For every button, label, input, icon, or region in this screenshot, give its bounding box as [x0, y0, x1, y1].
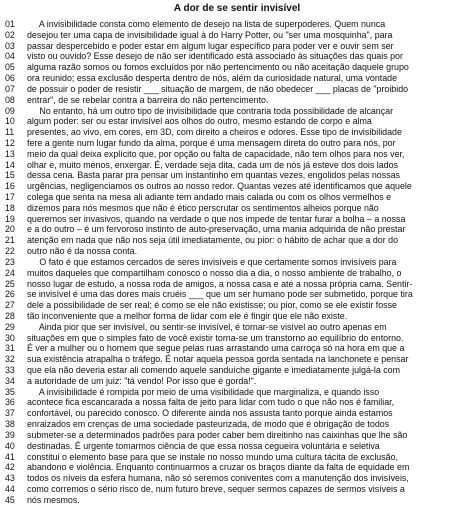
text-line	[0, 73, 474, 84]
line-number: 04	[5, 51, 15, 62]
text-line	[0, 387, 474, 398]
text-line	[0, 41, 474, 52]
text-line	[0, 170, 474, 181]
line-number: 20	[5, 224, 15, 235]
text-line	[0, 246, 474, 257]
text-line	[0, 224, 474, 235]
line-number: 19	[5, 213, 15, 224]
text-line	[0, 343, 474, 354]
line-text: constitui o elemento base para que se instale no nosso mundo uma cultura tácita de exclusão,	[27, 451, 399, 462]
line-number: 17	[5, 192, 15, 202]
text-line	[0, 397, 474, 408]
text-line	[0, 257, 474, 268]
text-line	[0, 279, 474, 290]
line-number: 06	[5, 73, 15, 84]
text-line	[0, 62, 474, 73]
text-line	[0, 419, 474, 430]
text-line	[0, 127, 474, 138]
line-text: acontece fica escancarada a nossa falta de jeito para lidar com tudo o que não nos é familiar,	[27, 397, 395, 408]
line-number: 34	[5, 375, 15, 386]
line-text: que ela não deveria estar ali comendo aquele sanduíche gigante e imediatamente julgá-la com	[27, 365, 400, 375]
line-number: 03	[5, 40, 15, 51]
text-line	[0, 484, 474, 495]
line-number: 09	[5, 105, 15, 116]
text-line	[0, 181, 474, 192]
line-text: nós mesmos.	[27, 494, 80, 505]
text-line	[0, 106, 474, 117]
line-number: 38	[5, 419, 15, 430]
line-number: 10	[5, 116, 15, 127]
line-number: 23	[5, 256, 15, 267]
text-line	[0, 138, 474, 149]
line-number: 30	[5, 332, 15, 343]
line-text: e a do outro – é um fervoroso instinto de auto-preservação, uma mania adquirida de não prestar	[27, 224, 406, 235]
line-text: entrar", de se rebelar contra a barreira do não pertencimento.	[27, 94, 269, 105]
text-line	[0, 192, 474, 203]
line-number: 28	[5, 310, 15, 321]
line-text: alguma razão somos ou fomos excluídos por não pertencimento ou não aceitação daquele grupo	[27, 62, 409, 73]
line-text: como corremos o sério risco de, num futuro breve, sequer sermos capazes de sermos visíveis a	[27, 483, 405, 494]
line-text: desejou ter uma capa de invisibilidade igual à do Harry Potter, ou "ser uma mosquinha", para	[27, 29, 393, 40]
line-number: 35	[5, 386, 15, 397]
line-number: 40	[5, 440, 15, 451]
line-number: 45	[5, 494, 15, 505]
line-number: 22	[5, 246, 15, 257]
line-number: 29	[5, 321, 15, 332]
line-number: 27	[5, 300, 15, 311]
text-line	[0, 462, 474, 473]
line-text: dele a possibilidade de ser real; é como se ele não existisse; ou pior, como se ele existir fosse	[27, 300, 397, 311]
text-line	[0, 95, 474, 106]
line-text: A invisibilidade consta como elemento de desejo na lista de superpoderes. Quem nunca	[27, 19, 386, 29]
line-text: urgências, negligenciamos os outros ao nosso redor. Quantas vezes até identificamos que aquele	[27, 181, 412, 192]
line-number: 01	[5, 19, 15, 29]
line-number: 36	[5, 397, 15, 408]
text-line	[0, 495, 474, 506]
line-number: 42	[5, 462, 15, 473]
text-line	[0, 408, 474, 419]
line-text: No entanto, há um outro tipo de invisibilidade que contraria toda possibilidade de alcançar	[27, 105, 394, 116]
line-text: dizemos para nós mesmos que não é ético perscrutar os sentimentos alheios porque não	[27, 202, 379, 213]
line-text: algum poder: ser ou estar invisível aos olhos do outro, mesmo estando de corpo e alma	[27, 116, 372, 127]
line-text: É ver a mulher ou o homem que segue pelas ruas arrastando uma carroça só na hora em que a	[27, 343, 405, 354]
line-number: 18	[5, 202, 15, 213]
text-line	[0, 322, 474, 333]
line-number: 05	[5, 62, 15, 73]
line-number: 26	[5, 289, 15, 300]
line-number: 15	[5, 170, 15, 181]
line-text: A invisibilidade é rompida por meio de uma visibilidade que marginaliza, e quando isso	[27, 386, 380, 397]
text-line	[0, 289, 474, 300]
text-line	[0, 430, 474, 441]
text-line	[0, 235, 474, 246]
text-line	[0, 51, 474, 62]
line-text: tão inconveniente que a melhor forma de lidar com ele é fingir que ele não existe.	[27, 310, 348, 321]
text-line	[0, 333, 474, 344]
text-line	[0, 160, 474, 171]
line-text: sua existência atrapalha o tráfego. É notar aquela pessoa gorda sentada na lanchonete e pensar	[27, 354, 409, 365]
text-line	[0, 84, 474, 95]
line-number: 39	[5, 429, 15, 440]
text-line	[0, 441, 474, 452]
text-line	[0, 30, 474, 41]
line-number: 41	[5, 451, 15, 462]
line-number: 02	[5, 29, 15, 40]
line-number: 44	[5, 483, 15, 494]
line-number: 11	[5, 127, 15, 138]
line-text: situações em que o simples fato de você existir torna-se um transtorno ao equilíbrio do entorno.	[27, 332, 404, 343]
line-number: 14	[5, 159, 15, 170]
line-text: Ainda pior que ser invisível, ou sentir-se invisível, é tornar-se visível ao outro apenas em	[27, 321, 387, 332]
line-number: 24	[5, 267, 15, 278]
text-line	[0, 203, 474, 214]
line-text: atenção em nada que não nos seja útil imediatamente, ou pior: o hábito de achar que a dor do	[27, 235, 399, 246]
line-text: visto ou ouvido? Esse desejo de não ser identificado está associado às situações das quais por	[27, 51, 403, 62]
line-number: 43	[5, 473, 15, 484]
document-title: A dor de se sentir invisível	[173, 3, 301, 14]
line-number: 21	[5, 235, 15, 246]
line-text: ora reunido; essa exclusão desperta dentro de nós, além da curiosidade natural, uma vontade	[27, 73, 398, 84]
line-text: meio da qual deixa explícito que, por opção ou falta de capacidade, não tem olhos para nos ver,	[27, 148, 405, 159]
line-number: 13	[5, 148, 15, 159]
line-text: de possuir o poder de resistir ___ situação de margem, de não obedecer ___ placas de "proibido	[27, 83, 409, 94]
text-line	[0, 376, 474, 387]
text-line	[0, 116, 474, 127]
line-text: olhar e, muito menos, enxergar. É, verdade seja dita, cada um de nós já esteve dos dois lados	[27, 159, 398, 170]
line-number: 08	[5, 94, 15, 105]
text-line	[0, 311, 474, 322]
line-text: se invisível é uma das dores mais cruéis ___ que um ser humano pode ser submetido, porque tira	[27, 289, 413, 300]
line-text: destinadas. É urgente tomarmos ciência de que essa nossa cegueira voluntária e seletiva	[27, 440, 380, 451]
line-number: 37	[5, 408, 15, 419]
line-text: a autoridade de um juiz: "tá vendo! Por isso que é gorda!".	[27, 375, 257, 386]
text-line	[0, 300, 474, 311]
text-line	[0, 354, 474, 365]
text-line	[0, 268, 474, 279]
line-text: dessa cena. Basta parar pra pensar um instantinho em quantas vezes, engolidos pelas nossas	[27, 170, 400, 181]
line-text: passar despercebido e poder estar em algum lugar específico para poder ver e ouvir sem ser	[27, 40, 394, 51]
line-text: submeter-se a determinados padrões para poder caber bem direitinho nas caixinhas que lhe são	[27, 429, 408, 440]
line-number: 16	[5, 181, 15, 192]
line-text: presentes, ao vivo, em cores, em 3D, com direito a cheiros e odores. Esse tipo de invisibilidade	[27, 127, 402, 138]
line-text: fere a gente num lugar fundo da alma, porque é uma mensagem direta do outro para nós, por	[27, 137, 396, 148]
line-text: enraizados em crenças de uma sociedade pasteurizada, de modo que é obrigação de todos	[27, 419, 390, 430]
line-text: O fato é que estamos cercados de seres invisíveis e que certamente somos invisíveis para	[27, 256, 397, 267]
line-text: colega que senta na mesa ali adiante tem andado mais calada ou com os olhos vermelhos e	[27, 192, 392, 202]
line-text: nosso lugar de estudo, a nossa roda de amigos, a nossa casa e até a nossa própria cama. Sentir-	[27, 278, 413, 289]
text-line	[0, 214, 474, 225]
text-line	[0, 365, 474, 376]
line-text: queremos ser invasivos, quando na verdade o que nos impede de tentar furar a bolha – a nossa	[27, 213, 406, 224]
line-text: todos os níveis da esfera humana, não só seremos coniventes com a manutenção dos invisíveis,	[27, 473, 409, 484]
numbered-text-body	[0, 19, 474, 506]
line-number: 33	[5, 365, 15, 375]
line-number: 31	[5, 343, 15, 354]
line-text: abandono e violência. Enquanto continuarmos a cruzar os braços diante da falta de equidade em	[27, 462, 410, 473]
line-text: muitos daqueles que compartilham conosco o nosso dia a dia, o nosso ambiente de trabalho, o	[27, 267, 402, 278]
line-number: 07	[5, 83, 15, 94]
line-number: 12	[5, 137, 15, 148]
text-line	[0, 452, 474, 463]
text-line	[0, 473, 474, 484]
text-line	[0, 19, 474, 30]
line-text: confortável, ou parecido conosco. O diferente ainda nos assusta tanto porque ainda estamos	[27, 408, 393, 419]
line-number: 32	[5, 354, 15, 365]
line-number: 25	[5, 278, 15, 289]
text-line	[0, 149, 474, 160]
line-text: outro não é da nossa conta.	[27, 246, 138, 257]
